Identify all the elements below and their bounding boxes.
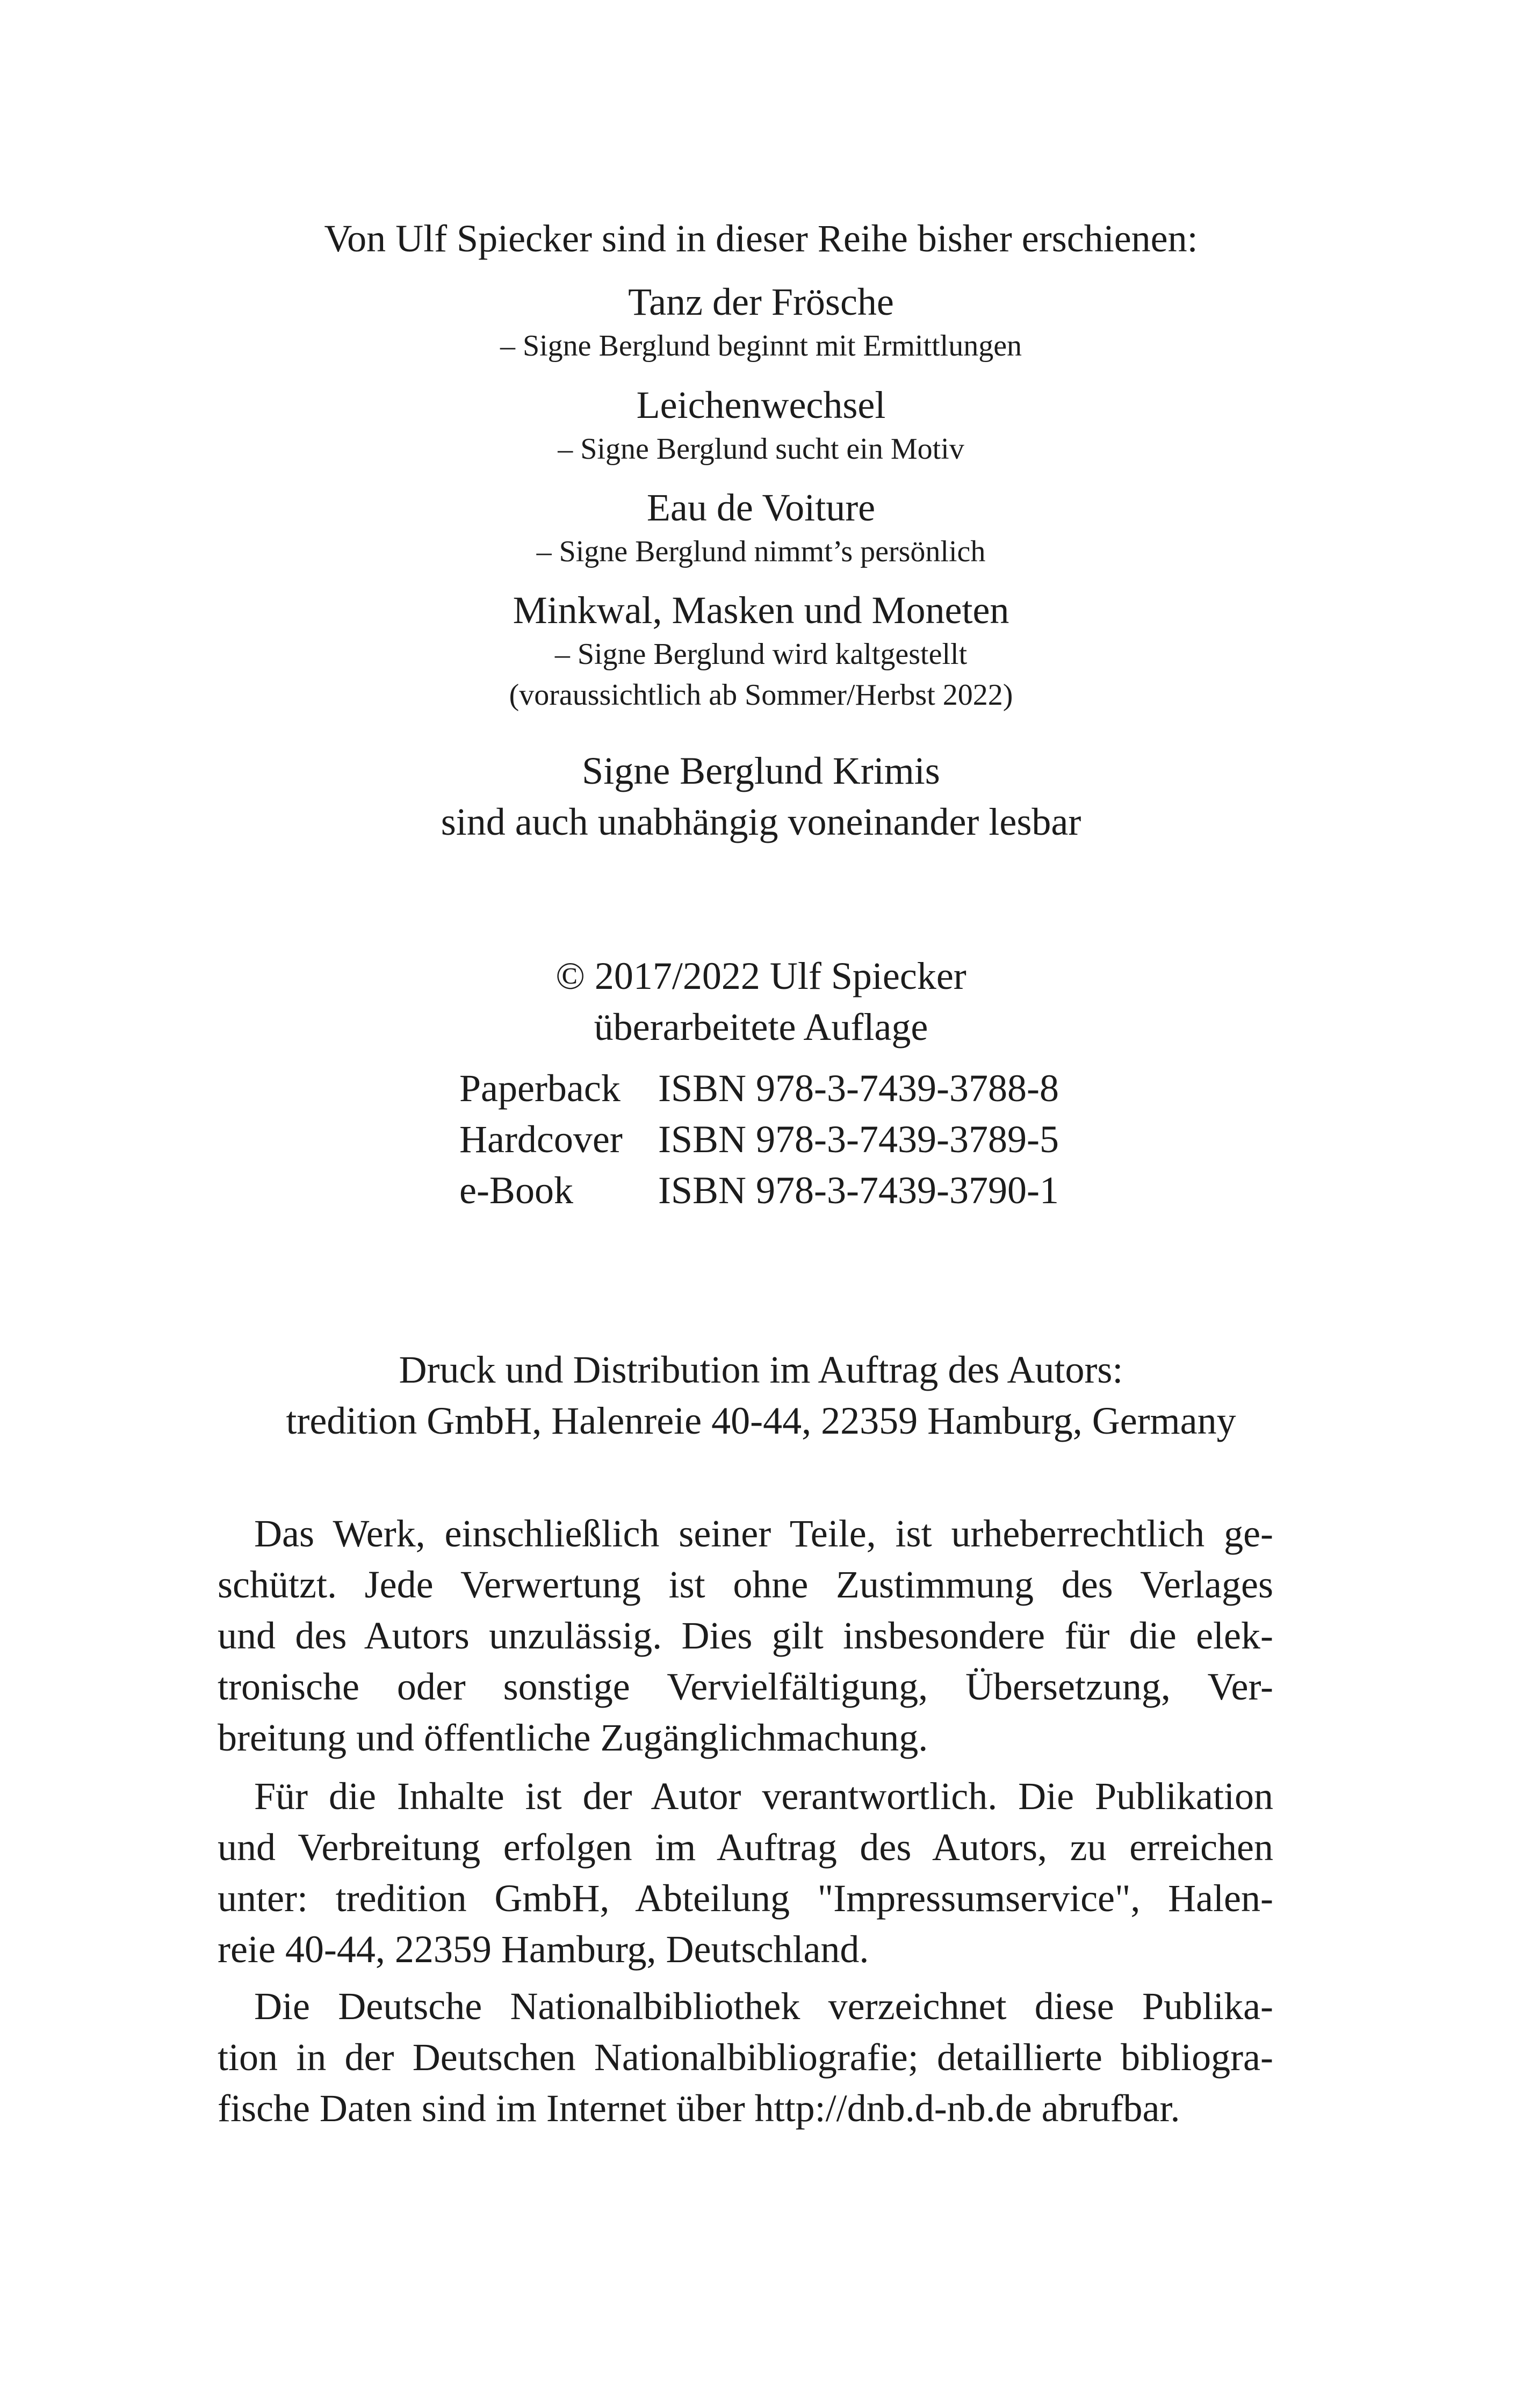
isbn-number: ISBN 978-3-7439-3790-1 [658, 1169, 1059, 1212]
isbn-format: e-Book [459, 1169, 573, 1212]
book-title: Eau de Voiture [646, 486, 876, 529]
paragraph-line: Die Deutsche Nationalbibliothek verzeichnet diese Publika- [254, 1985, 1273, 2028]
copyright-line: © 2017/2022 Ulf Spiecker [556, 954, 966, 997]
independent-note-line: Signe Berglund Krimis [582, 749, 940, 792]
book-title: Leichenwechsel [636, 384, 886, 426]
book-subtitle: – Signe Berglund beginnt mit Ermittlungen [500, 329, 1022, 363]
paragraph-line: unter: tredition GmbH, Abteilung "Impressumservice", Halen- [218, 1877, 1273, 1920]
isbn-row [459, 1168, 1059, 1219]
isbn-format: Paperback [459, 1067, 621, 1110]
edition-line: überarbeitete Auflage [594, 1006, 928, 1048]
isbn-format: Hardcover [459, 1118, 623, 1161]
paragraph-line: Das Werk, einschließlich seiner Teile, ist urheberrechtlich ge- [254, 1512, 1273, 1555]
publication-note: (voraussichtlich ab Sommer/Herbst 2022) [509, 678, 1013, 712]
paragraph-line: und des Autors unzulässig. Dies gilt insbesondere für die elek- [218, 1614, 1273, 1657]
paragraph-line: und Verbreitung erfolgen im Auftrag des Autors, zu erreichen [218, 1826, 1273, 1869]
book-subtitle: – Signe Berglund wird kaltgestellt [554, 638, 968, 671]
isbn-row [459, 1066, 1059, 1117]
isbn-number: ISBN 978-3-7439-3788-8 [658, 1067, 1059, 1110]
paragraph-line: tion in der Deutschen Nationalbibliografie; detaillierte bibliogra- [218, 2036, 1273, 2079]
book-title: Tanz der Frösche [628, 280, 894, 323]
distribution-address: tredition GmbH, Halenreie 40-44, 22359 Hamburg, Germany [286, 1399, 1236, 1442]
independent-note-line: sind auch unabhängig voneinander lesbar [441, 800, 1081, 843]
paragraph-line: reie 40-44, 22359 Hamburg, Deutschland. [218, 1928, 869, 1971]
paragraph-line: schützt. Jede Verwertung ist ohne Zustimmung des Verlages [218, 1563, 1273, 1606]
isbn-row [459, 1117, 1059, 1168]
isbn-table [459, 1066, 1059, 1219]
book-subtitle: – Signe Berglund sucht ein Motiv [558, 432, 964, 466]
dnb-paragraph [218, 1981, 1273, 2134]
series-heading: Von Ulf Spiecker sind in dieser Reihe bisher erschienen: [324, 217, 1198, 260]
paragraph-line: fische Daten sind im Internet über http://dnb.d-nb.de abrufbar. [218, 2087, 1180, 2130]
isbn-number: ISBN 978-3-7439-3789-5 [658, 1118, 1059, 1161]
responsibility-paragraph [218, 1771, 1273, 1975]
paragraph-line: Für die Inhalte ist der Autor verantwortlich. Die Publikation [254, 1775, 1273, 1818]
copyright-notice-paragraph [218, 1508, 1273, 1763]
distribution-line: Druck und Distribution im Auftrag des Autors: [399, 1348, 1123, 1391]
paragraph-line: breitung und öffentliche Zugänglichmachung. [218, 1716, 928, 1759]
paragraph-line: tronische oder sonstige Vervielfältigung, Übersetzung, Ver- [218, 1665, 1273, 1708]
book-title: Minkwal, Masken und Moneten [513, 589, 1009, 632]
book-subtitle: – Signe Berglund nimmt’s persönlich [536, 535, 986, 568]
